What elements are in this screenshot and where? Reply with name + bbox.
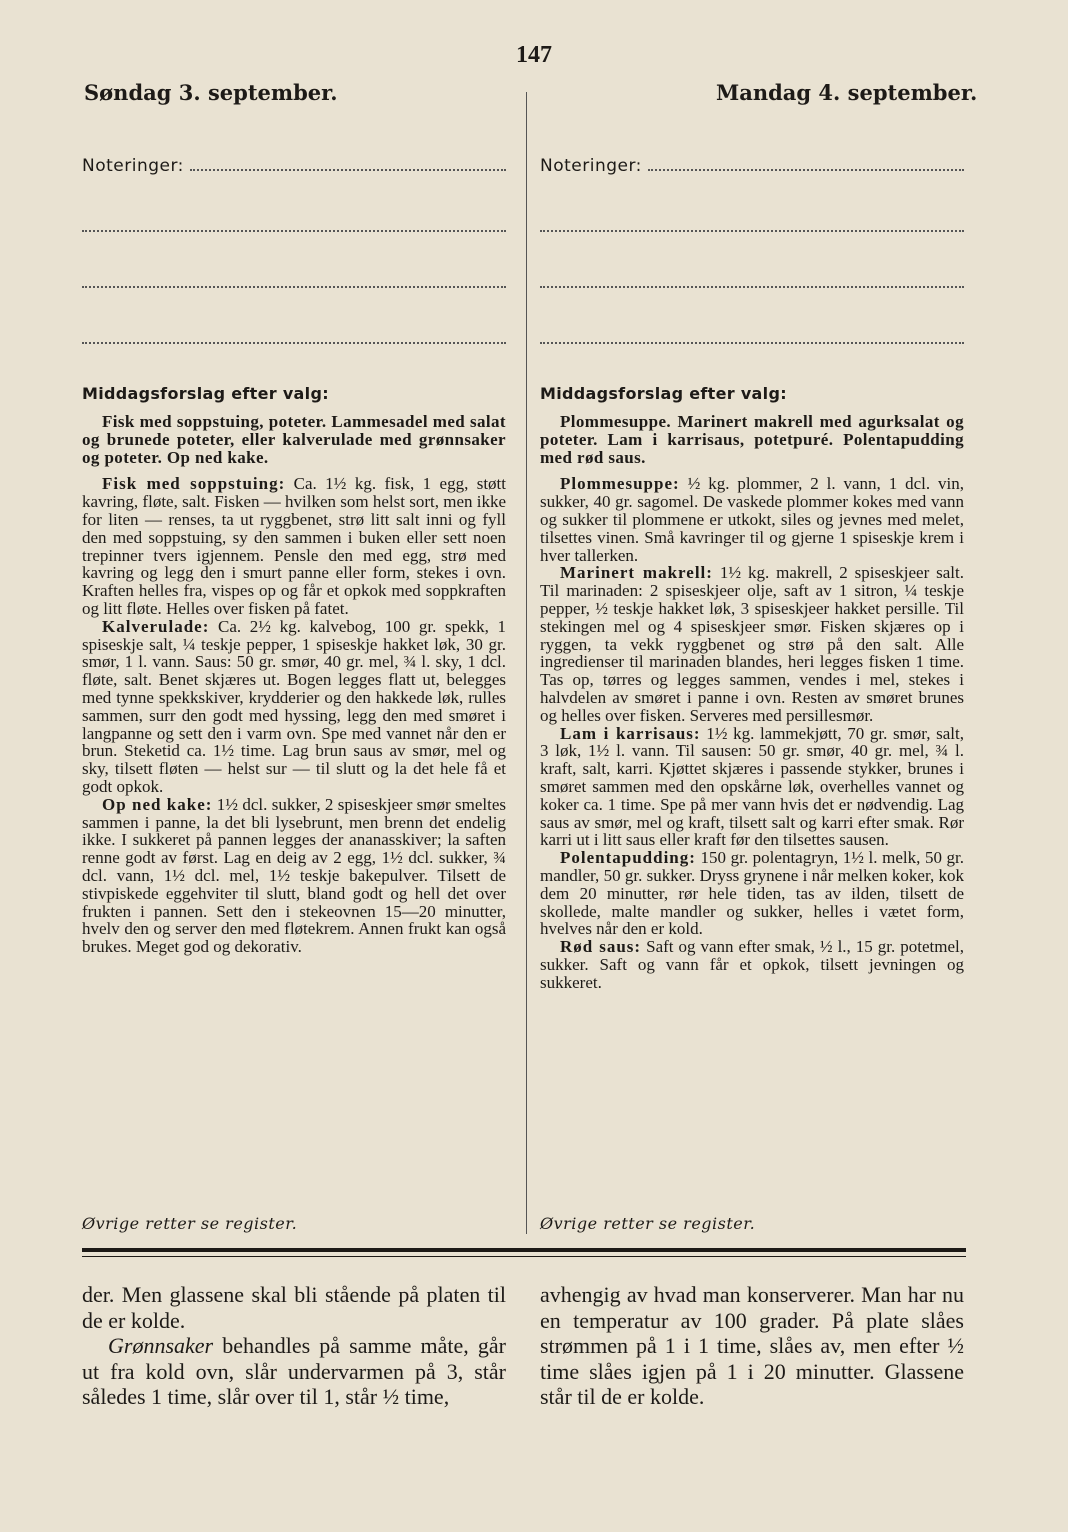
notes-label-left — [82, 150, 506, 176]
paragraph: avhengig av hvad man konserverer. Man har nu en temperatur av 100 grader. På plate slåes strømmen på 1 i 1 time, slåes av, men efter ½ time slåes igjen på 1 i 20 minutter. Glassene står til de er kolde. — [540, 1282, 964, 1409]
recipes-left — [82, 413, 506, 956]
recipe-text: Ca. 1½ kg. fisk, 1 egg, støtt kavring, fløte, salt. Fisken — hvilken som helst sort, men ikke for liten — renses, ta ut ryggbenet, strø litt salt inni og fyll den med soppstuing, sy den sammen i buken eller sett noen trepinner tvers igjennem. Pensle den med egg, strø med kavring og legg den i smurt panne eller form, stekes i ovn. Kraften helles fra, vispes op og får et opkok med soppkraften og litt fløte. Helles over fisken på fatet. — [82, 474, 507, 618]
recipe — [540, 564, 964, 724]
section-rule — [82, 1256, 966, 1257]
column-divider — [526, 92, 527, 1234]
recipe-text: Ca. 2½ kg. kalvebog, 100 gr. spekk, 1 spiseskje salt, ¼ teskje pepper, 1 spiseskje hakket løk, 30 gr. smør, 1 l. vann. Saus: 50 gr. smør, 40 gr. mel, ¾ l. sky, 1 dcl. fløte, salt. Benet skjæres ut. Bogen legges flatt ut, belegges med tynne spekkskiver, krydderier og den hakkede løk, rulles sammen, surr den godt med hyssing, legg den med smøret i langpanne og sett den i varm ovn. Spe med vannet når den er brun. Steketid ca. 1½ time. Lag brun saus av smør, mel og sky, tilsett fløten — helst sur — til slutt og la det hele få et godt opkok. — [82, 616, 507, 796]
recipe-text: 150 gr. polentagryn, 1½ l. melk, 50 gr. mandler, 50 gr. sukker. Dryss grynene i når melken koker, kok dem 20 minutter, rør hele tiden, tas av ilden, tilsett de skollede, malte mandler og sukker, helles i vætet form, hvelves når den er kold. — [540, 848, 965, 939]
bottom-text-right — [540, 1282, 964, 1410]
menu-heading-right: Middagsforslag efter valg: — [540, 384, 787, 403]
recipes-right — [540, 413, 964, 992]
notes-label-text: Noteringer: — [540, 156, 642, 176]
right-column — [540, 150, 964, 992]
notes-dotted-line — [540, 228, 964, 232]
recipe-name: Kalverulade: — [102, 616, 210, 636]
register-note-left: Øvrige retter se register. — [82, 1214, 298, 1233]
notes-dotted-line — [540, 340, 964, 344]
recipe-text: ½ kg. plommer, 2 l. vann, 1 dcl. vin, sukker, 40 gr. sagomel. De vaskede plommer kokes med vann og sukker til plommene er utkokt, siles og jevnes med melet, tilsettes vinen. Små kavringer til og gjerne 1 spiseskje krem i hver tallerken. — [540, 474, 964, 565]
recipe — [540, 938, 964, 991]
recipe-name: Op ned kake: — [102, 794, 213, 814]
paragraph — [82, 1333, 506, 1410]
paragraph: der. Men glassene skal bli stående på platen til de er kolde. — [82, 1282, 506, 1333]
recipe — [540, 475, 964, 564]
recipe — [82, 796, 506, 956]
recipe-text: Saft og vann efter smak, ½ l., 15 gr. potetmel, sukker. Saft og vann får et opkok, tilsett jevningen og sukkeret. — [540, 937, 965, 992]
recipe-name: Polentapudding: — [560, 848, 696, 868]
recipe-name: Lam i karrisaus: — [560, 723, 701, 743]
register-note-right: Øvrige retter se register. — [540, 1214, 756, 1233]
recipe — [540, 849, 964, 938]
notes-label-text: Noteringer: — [82, 156, 184, 176]
recipe — [82, 618, 506, 796]
recipe — [82, 475, 506, 617]
day-title-right: Mandag 4. september. — [716, 80, 978, 105]
section-rule — [82, 1248, 966, 1252]
day-title-left: Søndag 3. september. — [84, 80, 338, 105]
menu-heading-left: Middagsforslag efter valg: — [82, 384, 329, 403]
notes-dotted-line — [540, 284, 964, 288]
bottom-text-left — [82, 1282, 506, 1410]
recipe-name: Marinert makrell: — [560, 563, 713, 583]
recipe-name: Rød saus: — [560, 937, 642, 957]
recipe-text: 1½ kg. makrell, 2 spiseskjeer salt. Til marinaden: 2 spiseskjeer olje, saft av 1 sitron, ¼ teskje pepper, ½ teskje hakket løk, 3 spiseskjeer hakket persille. Til stekingen mel og 4 spiseskjeer smør. Fisken skjæres op i ryggen, ta vekk ryggbenet og strø på den salt. Alle ingredienser til marinaden blandes, heri legges fisken 1 time. Tas op, tørres og legges sammen, vendes i mel, stekes i halvdelen av smøret i panne i ovn. Resten av smøret brunes og helles over fisken. Serveres med persillesmør. — [540, 563, 964, 725]
recipe-name: Fisk med soppstuing: — [102, 474, 286, 494]
left-column — [82, 150, 506, 956]
paragraph-text: behandles på samme måte, går ut fra kold ovn, slår undervarmen på 3, står således 1 time, slår over til 1, står ½ time, — [82, 1333, 506, 1409]
menu-summary: Fisk med soppstuing, poteter. Lammesadel med salat og brunede poteter, eller kalverulade med grønnsaker og poteter. Op ned kake. — [82, 412, 506, 467]
notes-label-right — [540, 150, 964, 176]
notes-dotted-line — [82, 284, 506, 288]
notes-dotted-line — [648, 168, 964, 171]
recipe-text: 1½ kg. lammekjøtt, 70 gr. smør, salt, 3 løk, 1½ l. vann. Til sausen: 50 gr. smør, 40 gr. mel, ¾ l. kraft, salt, karri. Kjøttet skjæres i passende stykker, brunes i smøret sammen med den opskårne løk, overhelles vannet og koker ca. 1 time. Spe på mer vann hvis det er nødvendig. Lag saus av smør, mel og kraft, tilsett salt og karri efter smak. Rør karri ut i litt saus eller kraft før den tilsettes sausen. — [540, 723, 964, 850]
italic-term: Grønnsaker — [108, 1333, 214, 1358]
recipe-text: 1½ dcl. sukker, 2 spiseskjeer smør smeltes sammen i panne, la det bli lysebrunt, men brenn det endelig ikke. I sukkeret på pannen legges der ananasskiver; la saften renne godt av først. Lag en deig av 2 egg, 1½ dcl. sukker, ¾ dcl. vann, 1½ dcl. mel, 1½ teskje bakepulver. Tilsett de stivpiskede eggehviter til slutt, bland godt og hell det over frukten i pannen. Sett den i stekeovnen 15—20 minutter, hvelv den og server den med fløtekrem. Annen frukt kan også brukes. Meget god og dekorativ. — [82, 794, 507, 957]
notes-dotted-line — [82, 340, 506, 344]
page-number: 147 — [516, 42, 552, 68]
menu-summary: Plommesuppe. Marinert makrell med agurksalat og poteter. Lam i karrisaus, potetpuré. Polentapudding med rød saus. — [540, 412, 964, 467]
notes-dotted-line — [190, 168, 506, 171]
recipe-name: Plommesuppe: — [560, 474, 680, 494]
recipe — [540, 725, 964, 850]
notes-dotted-line — [82, 228, 506, 232]
